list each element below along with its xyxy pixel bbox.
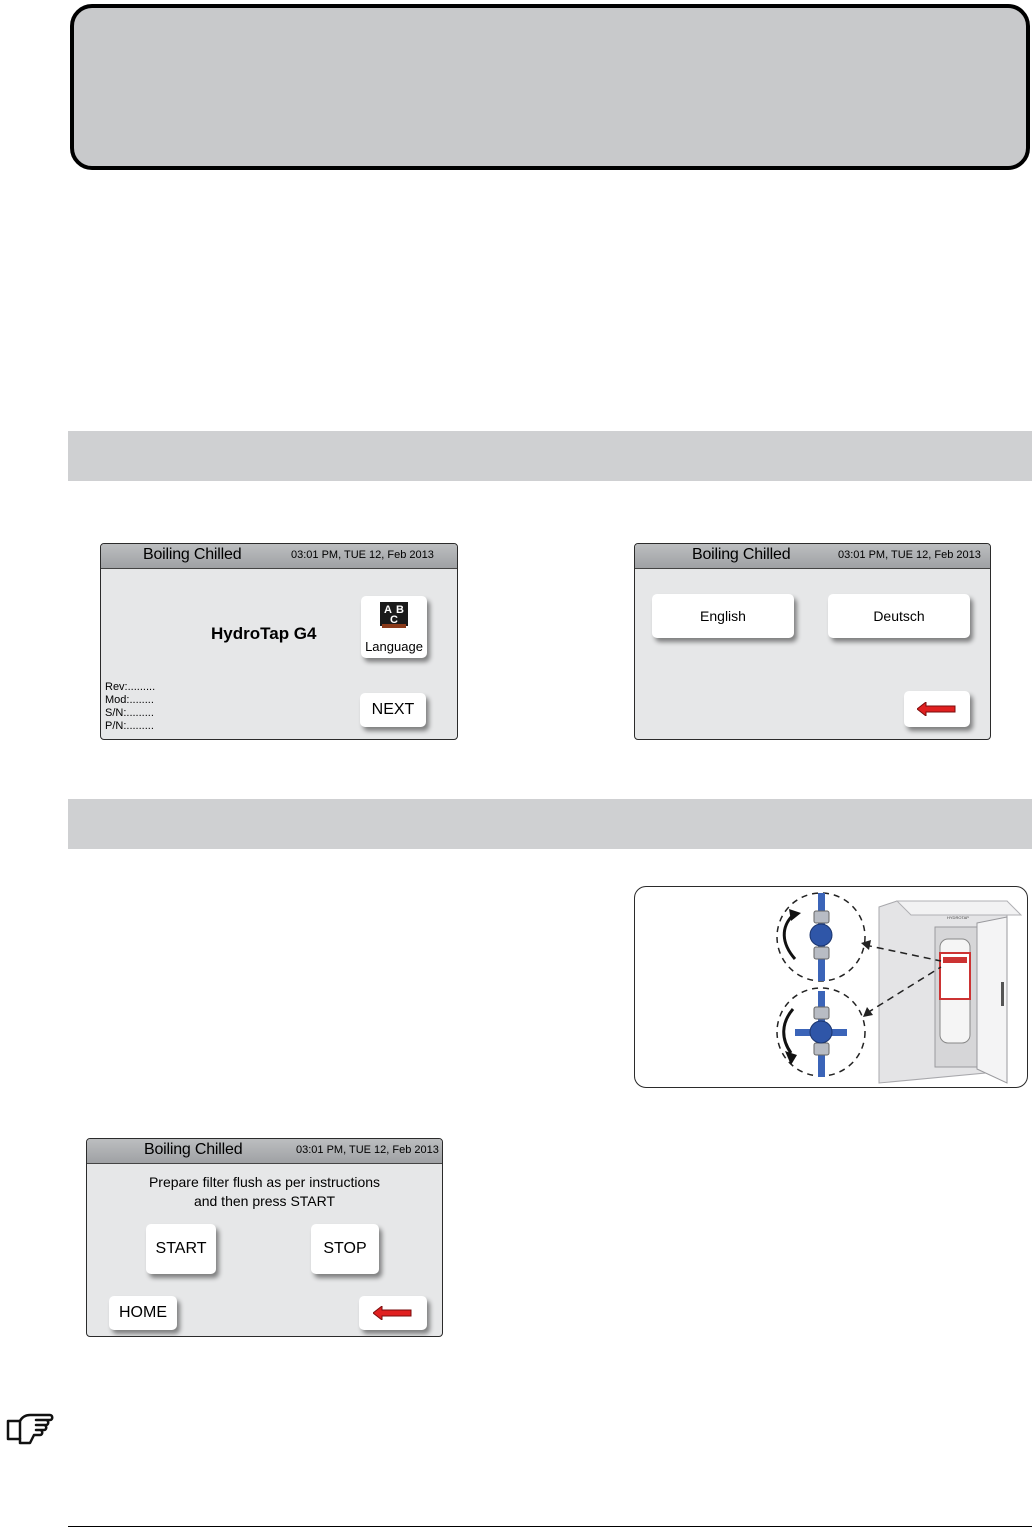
title-banner [70,4,1030,170]
home-screen [100,543,458,740]
stop-button[interactable]: STOP [311,1224,379,1274]
language-button-label: Language [365,639,423,654]
section-header-band-2 [68,799,1032,849]
pn-line: P/N:......... [105,720,154,732]
rotate-arrow-icon [784,1009,793,1053]
lower-valve [795,991,847,1077]
panel-header [635,544,990,569]
home-button[interactable]: HOME [109,1296,177,1330]
panel-header [101,544,457,569]
valve-diagram [635,887,1027,1087]
upper-valve [810,893,832,981]
section-header-band-1 [68,431,1032,481]
instruction-line: Prepare filter flush as per instructions [148,1174,381,1190]
panel-datetime: 03:01 PM, TUE 12, Feb 2013 [296,1144,439,1156]
back-arrow-icon [917,702,957,716]
deutsch-button[interactable]: Deutsch [828,594,970,638]
cabinet-brand-label: HYDROTAP [947,915,969,920]
rotate-arrow-head [785,1051,797,1065]
panel-datetime: 03:01 PM, TUE 12, Feb 2013 [838,549,981,561]
filter-valve-illustration [634,886,1028,1088]
model-name: HydroTap G4 [211,624,317,643]
panel-datetime: 03:01 PM, TUE 12, Feb 2013 [291,549,434,561]
start-button[interactable]: START [146,1224,216,1274]
instruction-line: and then press START [193,1193,336,1209]
leader-arrow [861,940,871,950]
back-button[interactable] [904,691,970,727]
panel-header [87,1139,442,1164]
rotate-arrow-icon [784,915,795,959]
abc-icon-letter: A [384,604,392,616]
next-button[interactable]: NEXT [360,693,426,727]
english-button[interactable]: English [652,594,794,638]
leader-arrow [863,1007,873,1017]
panel-title: Boiling Chilled [144,1141,243,1158]
abc-icon-letter: C [390,614,398,626]
device-info [105,681,155,733]
rev-line: Rev:......... [105,681,156,693]
abc-icon-letter: B [396,604,404,616]
filter-flush-screen [86,1138,443,1337]
back-button[interactable] [359,1296,427,1330]
language-button[interactable] [361,596,427,658]
sn-line: S/N:......... [105,707,154,719]
mod-line: Mod:........ [105,694,154,706]
flush-instructions [87,1173,442,1211]
language-screen [634,543,991,740]
back-arrow-icon [373,1306,413,1320]
rotate-arrow-head [789,909,801,921]
note-hand-icon [6,1412,54,1448]
panel-title: Boiling Chilled [692,546,791,563]
panel-title: Boiling Chilled [143,546,242,563]
abc-icon [379,601,409,629]
